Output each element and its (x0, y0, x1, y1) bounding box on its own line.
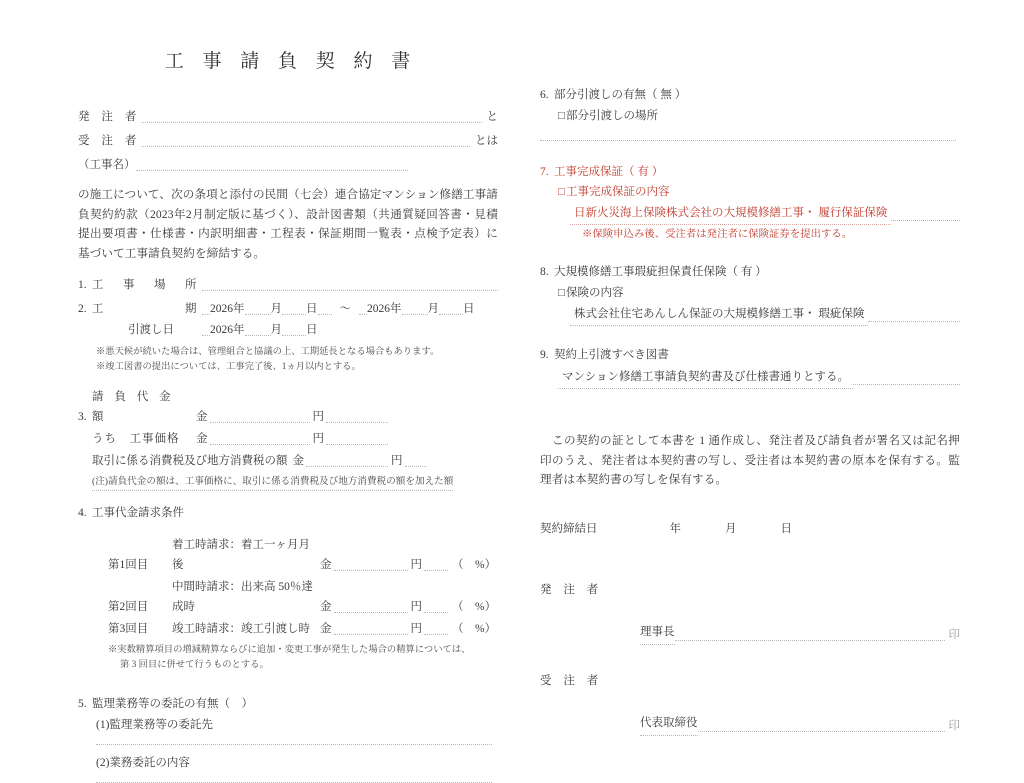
period-start-year[interactable]: 2026年 (210, 303, 245, 315)
section-6-label[interactable]: 部分引渡しの有無（ 無 ） (554, 89, 687, 101)
section-1-number: 1. (78, 279, 87, 291)
payment-2-percent[interactable]: （ %） (452, 601, 497, 613)
section-7-checkbox-icon[interactable]: □ (558, 186, 565, 198)
payment-1-condition: 着工時請求：着工一ヶ月月後 (172, 539, 310, 571)
project-name-label: （工事名） (78, 159, 136, 171)
payment-2-seq: 第2回目 (108, 601, 149, 613)
section-8-item-1-label: 保険の内容 (565, 287, 624, 299)
project-name-input[interactable] (136, 170, 409, 171)
payment-3-kin: 金 (320, 623, 332, 635)
section-2-number: 2. (78, 303, 87, 315)
closing-paragraph: この契約の証として本書を 1 通作成し、発注者及び請負者が署名又は記名押印のうえ、発注者は本契約書の写し、受注者は本契約書の原本を保有する。監理者は本契約書の写しを保有する。 (540, 434, 960, 486)
signature-block-contractor (540, 671, 960, 736)
section-7-item-1-label: 工事完成保証の内容 (565, 186, 670, 198)
payment-3-amount-input[interactable] (334, 634, 408, 635)
payment-2-condition: 中間時請求：出来高 50％達成時 (172, 581, 313, 613)
payment-3-yen: 円 (410, 623, 422, 635)
period-start-month[interactable]: 月 (270, 303, 282, 315)
contractor-input[interactable] (141, 146, 470, 147)
payment-2-kin: 金 (320, 601, 332, 613)
section-9-value-1[interactable]: マンション修繕工事請負契約書及び仕様書通りとする。 (558, 367, 853, 389)
right-column (540, 86, 960, 736)
signature-contractor-seal-icon[interactable]: 印 (948, 719, 960, 732)
signature-orderer-role: 理事長 (640, 622, 675, 645)
section-3-kin: 金 (196, 411, 208, 423)
signature-orderer-name-input[interactable] (675, 640, 945, 641)
section-7-value-1[interactable]: 日新火災海上保険株式会社の大規模修繕工事・ 履行保証保険 (570, 203, 891, 225)
orderer-label: 発 注 者 (78, 111, 141, 123)
orderer-row (78, 107, 498, 127)
section-8-label[interactable]: 大規模修繕工事瑕疵担保責任保険（ 有 ） (554, 266, 767, 278)
contractor-label: 受 注 者 (78, 135, 141, 147)
signature-contractor-name-input[interactable] (698, 731, 945, 732)
contract-amount-input[interactable] (210, 422, 310, 423)
tax-kin: 金 (292, 455, 304, 467)
period-start-day[interactable]: 日 (306, 303, 318, 315)
contract-date-day[interactable]: 日 (780, 522, 792, 535)
signature-contractor-label: 受 注 者 (540, 674, 603, 687)
period-end-day[interactable]: 日 (463, 303, 475, 315)
work-price-yen: 円 (312, 433, 324, 445)
handover-date-label: 引渡し日 (128, 324, 174, 336)
payment-3-percent[interactable]: （ %） (452, 623, 497, 635)
signature-orderer-label: 発 注 者 (540, 583, 603, 596)
section-7 (540, 163, 960, 243)
payment-row-3 (78, 619, 498, 639)
contractor-tail: とは (475, 135, 498, 147)
signature-block-orderer (540, 580, 960, 645)
section-3-sub-label: うち 工事価格 (92, 433, 180, 445)
work-price-kin: 金 (196, 433, 208, 445)
section-6 (540, 86, 960, 141)
section-5-number: 5. (78, 698, 87, 710)
handover-day[interactable]: 日 (306, 324, 318, 336)
section-2-note-2: ※竣工図書の提出については、工事完了後、1ヵ月以内とする。 (96, 362, 361, 372)
period-end-year[interactable]: 2026年 (367, 303, 402, 315)
orderer-tail: と (486, 111, 498, 123)
section-4-note-1: ※実数精算項目の増減精算ならびに追加・変更工事が発生した場合の精算については、 (108, 645, 471, 655)
section-4-note-2: 第 3 回目に併せて行うものとする。 (120, 660, 269, 670)
section-8-number: 8. (540, 266, 549, 278)
period-end-month[interactable]: 月 (427, 303, 439, 315)
work-price-input[interactable] (210, 444, 310, 445)
payment-1-amount-input[interactable] (334, 570, 408, 571)
contract-date-label: 契約締結日 (540, 522, 598, 535)
section-1-label: 工 事 場 所 (92, 279, 201, 291)
payment-row-1 (78, 535, 498, 575)
section-3 (78, 387, 498, 491)
section-9 (540, 346, 960, 389)
section-8-value-1[interactable]: 株式会社住宅あんしん保証の大規模修繕工事・ 瑕疵保険 (570, 304, 868, 326)
section-5-label[interactable]: 監理業務等の委託の有無（ ） (92, 698, 253, 710)
left-column (78, 46, 498, 783)
section-5 (78, 695, 498, 783)
contract-date-row (540, 520, 960, 536)
signature-contractor-role: 代表取締役 (640, 713, 698, 736)
section-5-item-1-label: (1)監理業務等の委託先 (96, 719, 213, 731)
period-tilde: 〜 (339, 303, 351, 315)
section-2 (78, 300, 498, 375)
section-4-number: 4. (78, 507, 87, 519)
project-name-row (78, 155, 408, 175)
section-4 (78, 504, 498, 673)
signature-orderer-seal-icon[interactable]: 印 (948, 628, 960, 641)
section-5-item-1-input[interactable] (96, 744, 492, 745)
contract-date-month[interactable]: 月 (725, 522, 737, 535)
section-3-footnote: (注)請負代金の額は、工事価格に、取引に係る消費税及び地方消費税の額を加えた額 (92, 474, 453, 491)
work-location-input[interactable] (202, 290, 498, 291)
payment-1-percent[interactable]: （ %） (452, 559, 497, 571)
section-6-item-1-input[interactable] (540, 140, 956, 141)
payment-2-yen: 円 (410, 601, 422, 613)
section-8 (540, 263, 960, 326)
section-9-label: 契約上引渡すべき図書 (554, 349, 669, 361)
section-3-tax-label: 取引に係る消費税及び地方消費税の額 (92, 455, 288, 467)
tax-yen: 円 (391, 455, 403, 467)
page-title: 工 事 請 負 契 約 書 (164, 51, 418, 72)
section-6-item-1-label: 部分引渡しの場所 (565, 110, 658, 122)
payment-1-kin: 金 (320, 559, 332, 571)
section-6-number: 6. (540, 89, 549, 101)
contractor-row (78, 131, 498, 151)
section-7-note-1: ※保険申込み後、受注者は発注者に保険証券を提出する。 (582, 229, 853, 240)
preamble-paragraph: の施工について、次の条項と添付の民間（七会）連合協定マンション修繕工事請負契約約款（2023年2月制定版に基づく）、設計図書類（共通質疑回答書・見積提出要項書・仕様書・内訳明細書・工程表・保証期間一覧表・点検予定表）に基づいて工事請負契約を締結する。 (78, 188, 498, 260)
section-8-checkbox-icon[interactable]: □ (558, 287, 565, 299)
section-9-number: 9. (540, 349, 549, 361)
payment-1-seq: 第1回目 (108, 559, 149, 571)
contract-date-year[interactable]: 年 (669, 522, 681, 535)
tax-amount-input[interactable] (306, 466, 388, 467)
section-6-checkbox-icon[interactable]: □ (558, 110, 565, 122)
section-4-label: 工事代金請求条件 (92, 507, 184, 519)
payment-2-amount-input[interactable] (334, 612, 408, 613)
section-2-note-1: ※悪天候が続いた場合は、管理組合と協議の上、工期延長となる場合もあります。 (96, 347, 440, 357)
section-3-yen: 円 (312, 411, 324, 423)
section-2-label: 工 期 (92, 303, 201, 315)
section-7-number: 7. (540, 166, 549, 178)
section-5-item-2-label: (2)業務委託の内容 (96, 757, 190, 769)
section-7-label[interactable]: 工事完成保証（ 有 ） (554, 166, 664, 178)
section-3-label: 請 負 代 金 額 (92, 391, 175, 423)
handover-month[interactable]: 月 (270, 324, 282, 336)
payment-3-condition: 竣工時請求：竣工引渡し時 (172, 623, 310, 635)
orderer-input[interactable] (141, 122, 482, 123)
payment-3-seq: 第3回目 (108, 623, 149, 635)
section-3-number: 3. (78, 411, 87, 423)
handover-year[interactable]: 2026年 (210, 324, 245, 336)
payment-1-yen: 円 (410, 559, 422, 571)
payment-row-2 (78, 577, 498, 617)
section-1 (78, 276, 498, 295)
